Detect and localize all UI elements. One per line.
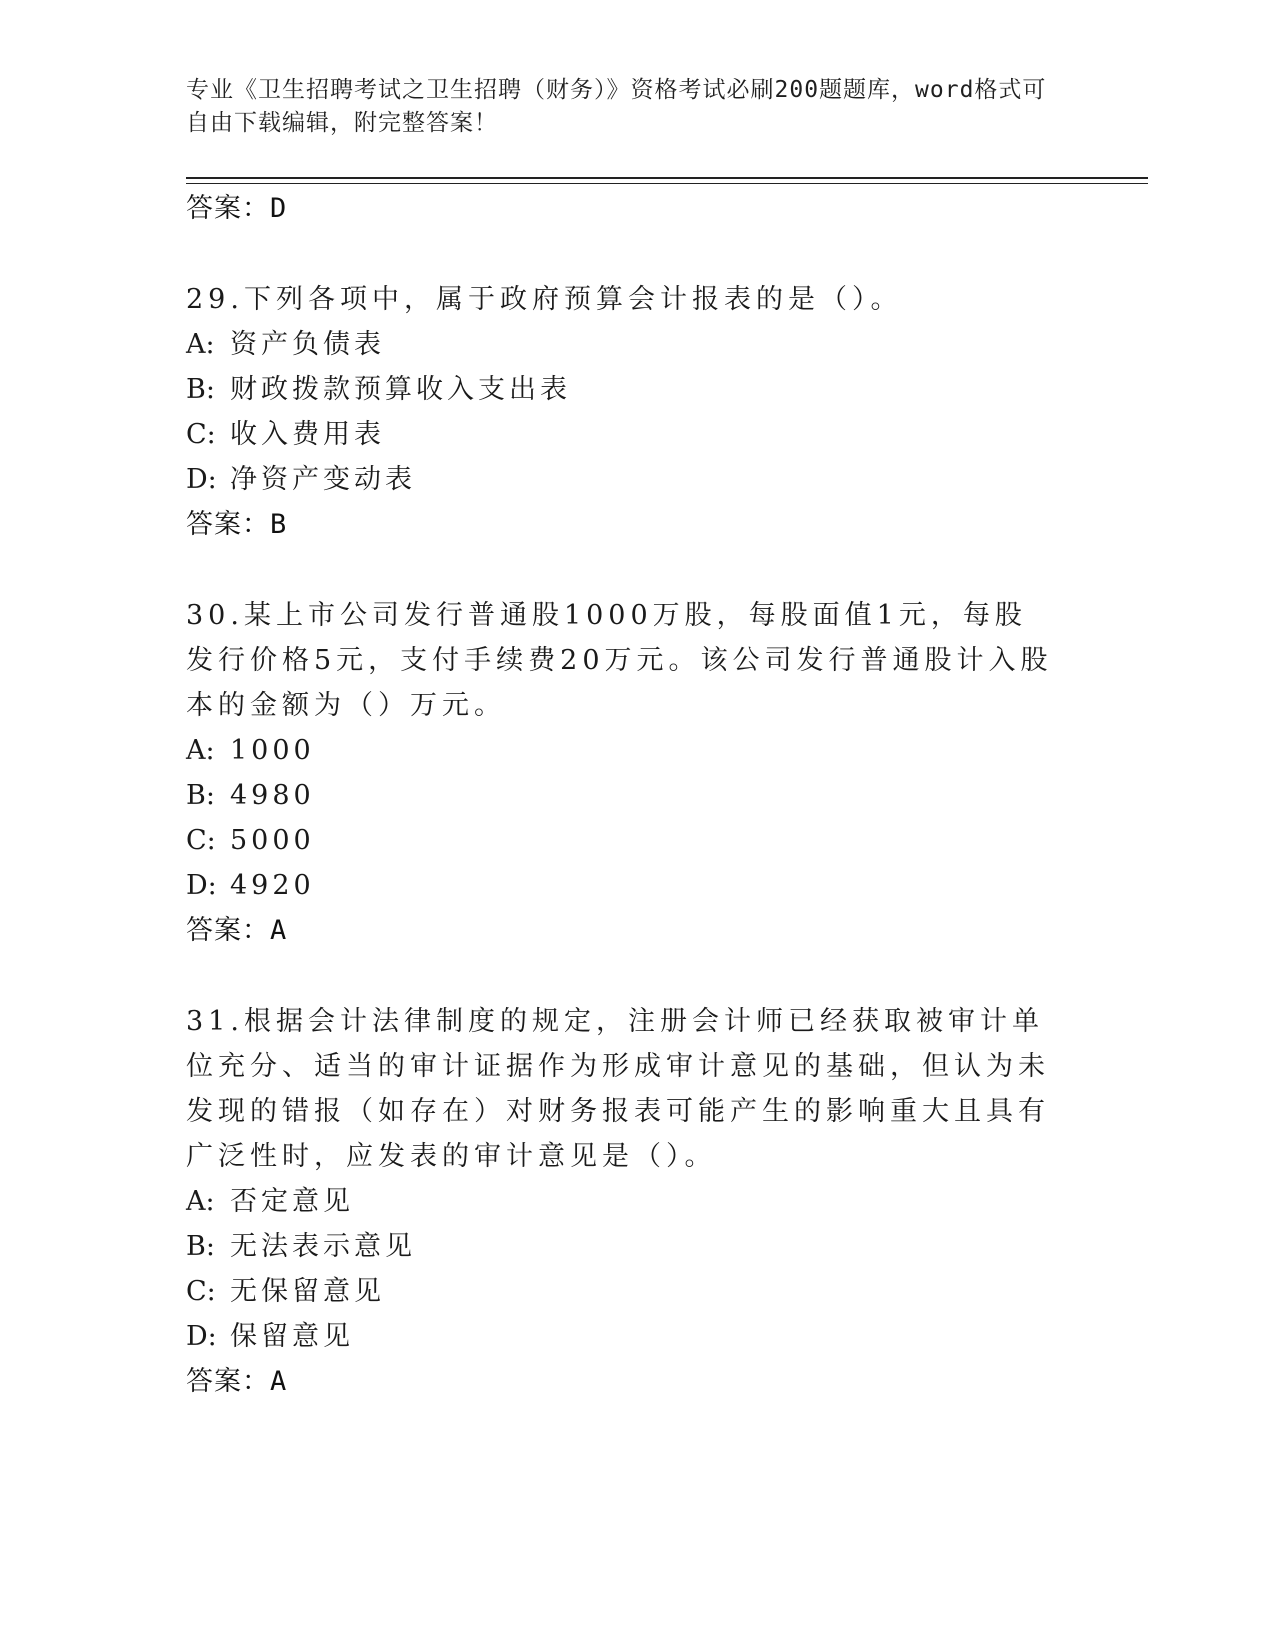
- option-c: [186, 412, 1086, 457]
- answer-value: A: [270, 1366, 288, 1397]
- option-key: A:: [186, 1186, 215, 1217]
- option-text: 净资产变动表: [230, 464, 416, 495]
- option-key: C:: [186, 825, 216, 856]
- answer-line: [186, 186, 1086, 231]
- answer-label: 答案：: [186, 1366, 270, 1397]
- answer-value: B: [270, 509, 288, 540]
- question-stem: 30.某上市公司发行普通股1000万股，每股面值1元，每股发行价格5元，支付手续费20万元。该公司发行普通股计入股本的金额为（）万元。: [186, 600, 1053, 721]
- question-stem: 31.根据会计法律制度的规定，注册会计师已经获取被审计单位充分、适当的审计证据作为形成审计意见的基础，但认为未发现的错报（如存在）对财务报表可能产生的影响重大且具有广泛性时，应发表的审计意见是（）。: [186, 1006, 1050, 1172]
- option-text: 无保留意见: [230, 1276, 385, 1307]
- option-text: 无法表示意见: [230, 1231, 416, 1262]
- option-text: 1000: [230, 735, 315, 766]
- answer-line: [186, 1359, 1086, 1404]
- option-a: [186, 1179, 1086, 1224]
- option-text: 4980: [230, 780, 315, 811]
- header-divider-thick: [186, 177, 1148, 179]
- option-text: 财政拨款预算收入支出表: [230, 374, 571, 405]
- option-text: 4920: [230, 870, 315, 901]
- option-key: A:: [186, 329, 215, 360]
- header-divider-thin: [186, 183, 1148, 184]
- option-a: [186, 728, 1086, 773]
- option-key: C:: [186, 1276, 216, 1307]
- answer-value: A: [270, 915, 288, 946]
- answer-line: [186, 908, 1086, 953]
- option-text: 5000: [230, 825, 315, 856]
- option-key: D:: [186, 1321, 217, 1352]
- answer-label: 答案：: [186, 915, 270, 946]
- option-key: B:: [186, 780, 215, 811]
- answer-line: [186, 502, 1086, 547]
- option-b: [186, 367, 1086, 412]
- option-key: D:: [186, 870, 217, 901]
- question-block: [186, 999, 1086, 1404]
- option-key: B:: [186, 374, 215, 405]
- option-text: 资产负债表: [230, 329, 385, 360]
- answer-value: D: [270, 193, 288, 224]
- question-stem: 29.下列各项中，属于政府预算会计报表的是（）。: [186, 284, 903, 315]
- option-d: [186, 1314, 1086, 1359]
- option-text: 收入费用表: [230, 419, 385, 450]
- question-block: [186, 593, 1086, 953]
- option-c: [186, 818, 1086, 863]
- option-b: [186, 1224, 1086, 1269]
- option-key: A:: [186, 735, 215, 766]
- document-body: [186, 186, 1086, 1404]
- option-text: 否定意见: [230, 1186, 354, 1217]
- answer-label: 答案：: [186, 193, 270, 224]
- page-header: 专业《卫生招聘考试之卫生招聘（财务）》资格考试必刷200题题库，word格式可自由下载编辑，附完整答案！: [186, 77, 1047, 136]
- option-b: [186, 773, 1086, 818]
- option-key: C:: [186, 419, 216, 450]
- option-d: [186, 863, 1086, 908]
- option-d: [186, 457, 1086, 502]
- option-key: D:: [186, 464, 217, 495]
- option-a: [186, 322, 1086, 367]
- option-c: [186, 1269, 1086, 1314]
- option-text: 保留意见: [230, 1321, 354, 1352]
- option-key: B:: [186, 1231, 215, 1262]
- question-block: [186, 277, 1086, 547]
- answer-label: 答案：: [186, 509, 270, 540]
